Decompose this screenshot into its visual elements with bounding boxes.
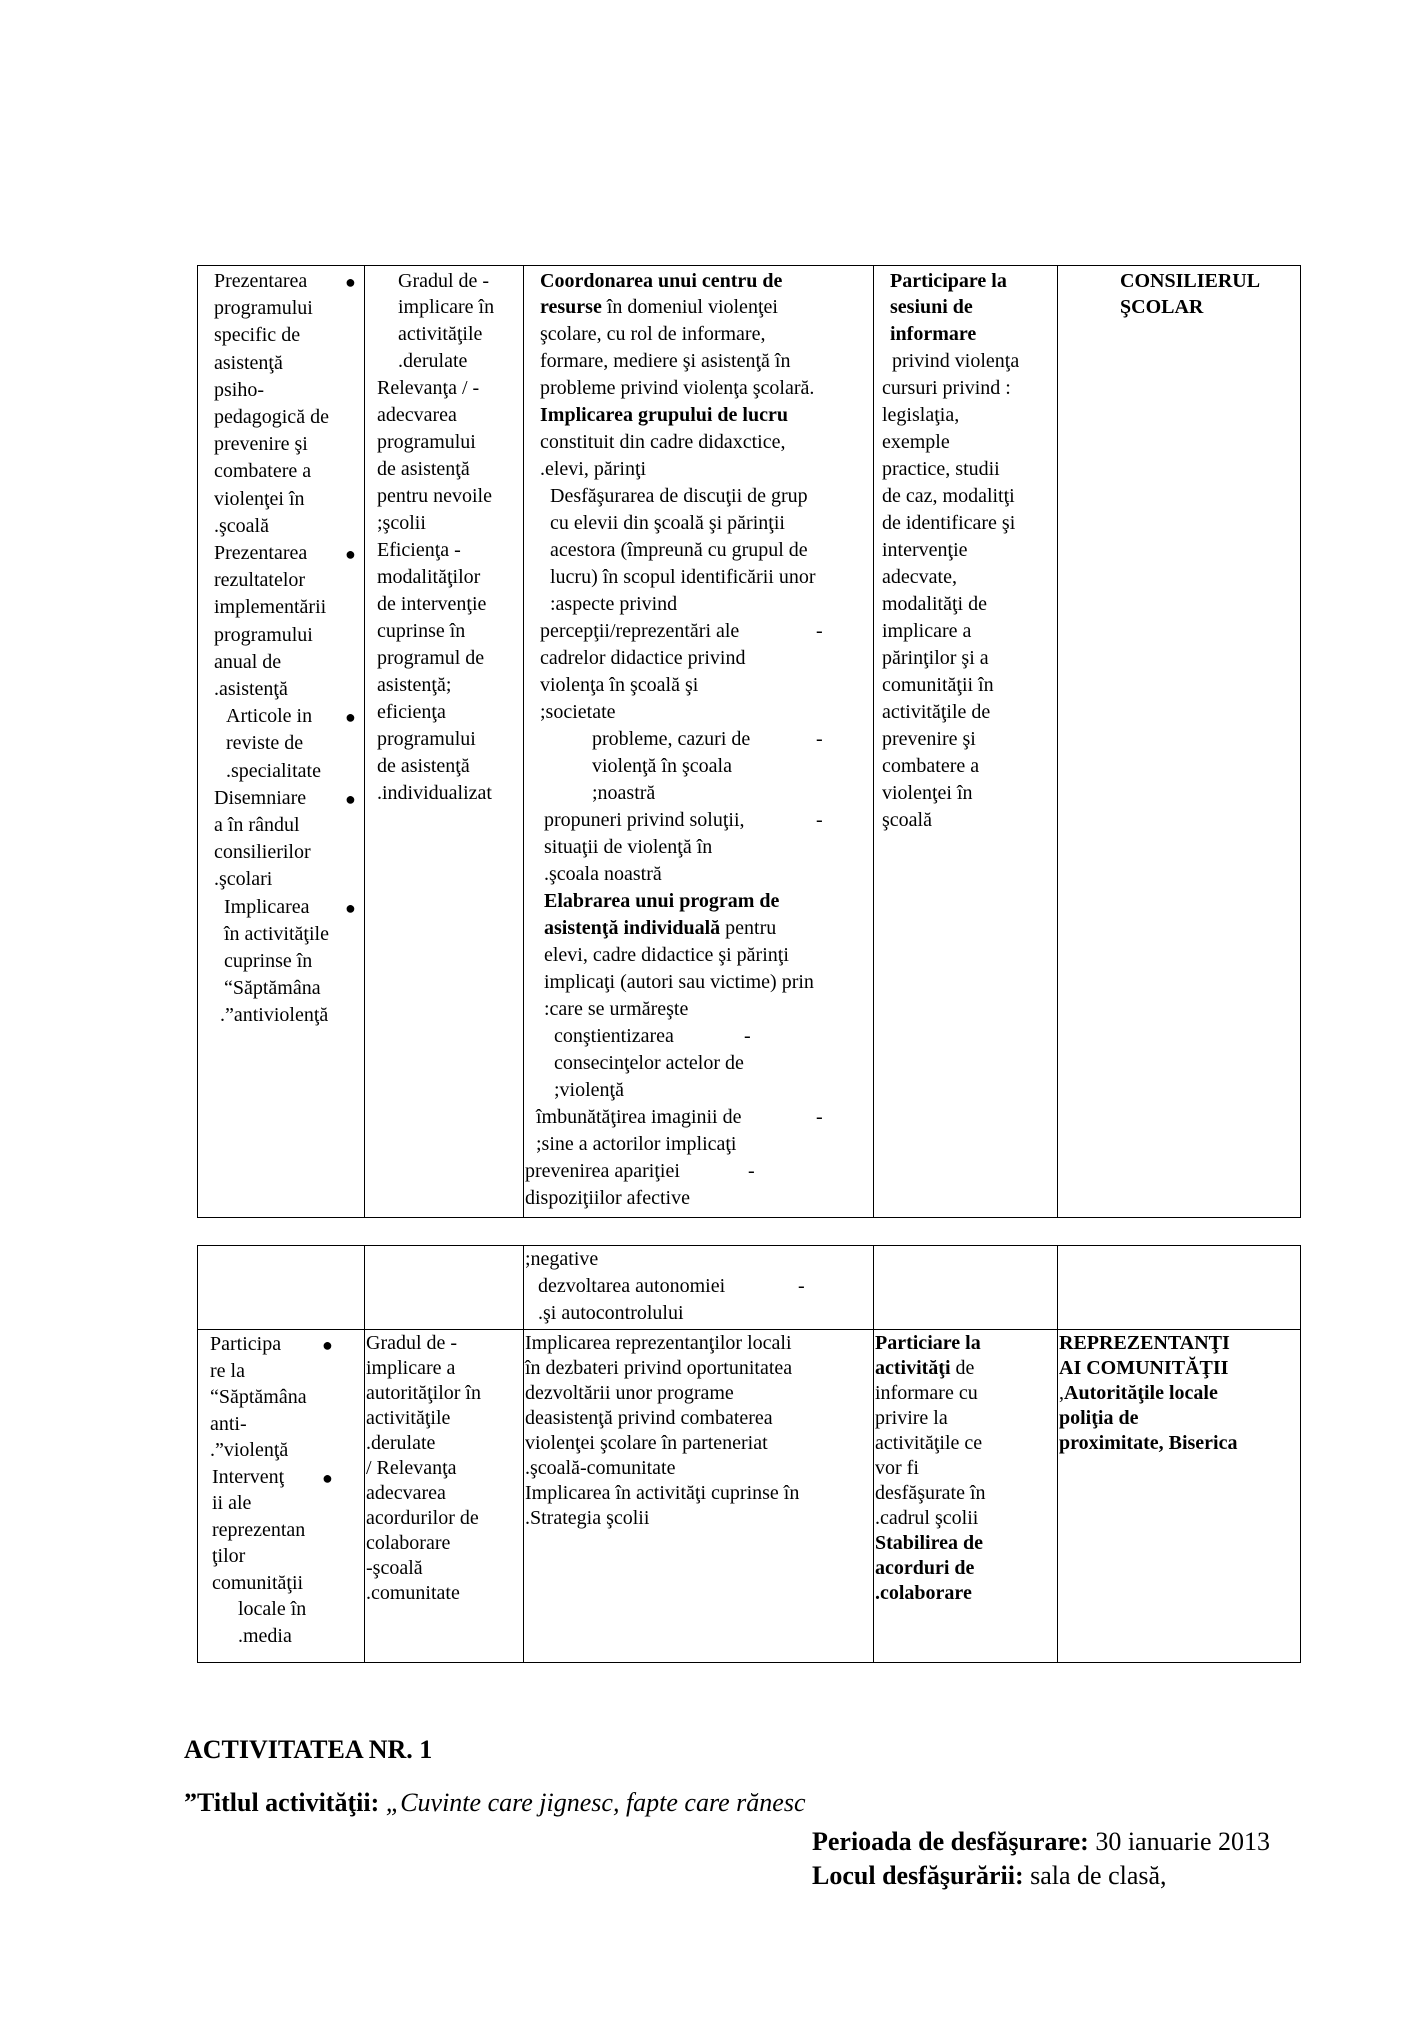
activity-line: specific de <box>214 324 301 347</box>
methods-text-2: Implicarea reprezentanţilor locali în dezbateri privind oportunitatea dezvoltării unor programe deasistenţă privind combaterea violenţei şcolare în parteneriat .şcoală-comunitate Implicarea în activităţi cuprinse în .Strategia şcolii <box>525 1332 800 1529</box>
cell-participation <box>874 266 1058 1218</box>
activity-line: Disemniare <box>214 786 307 809</box>
activity-line: re la <box>210 1359 245 1382</box>
activity-line: pedagogică de <box>214 406 329 428</box>
activity-line: anual de <box>214 650 282 673</box>
activity-line: psiho- <box>214 378 264 401</box>
activity-line: ţilor <box>212 1545 246 1567</box>
responsible-text-2: REPREZENTANŢI AI COMUNITĂŢII ,Autorităţile locale poliţia de proximitate, Biserica <box>1059 1332 1238 1454</box>
activity-line: combatere a <box>214 460 312 483</box>
activity-table-1 <box>197 265 1301 1218</box>
participation-text: Participare la sesiuni de informare privind violenţa cursuri privind : legislaţia, exemple practice, studii de caz, modalitţi de identificare şi intervenţie adecvate, modalităţi de implicare a părinţilor şi a comunităţii în activităţile de prevenire şi combatere a violenţei în şcoală <box>882 270 1020 831</box>
bullet-icon: ● <box>345 897 356 918</box>
activity-period: Perioada de desfăşurare: 30 ianuarie 2013 <box>812 1827 1271 1856</box>
cell-responsible-2 <box>1058 1330 1301 1663</box>
cell-empty <box>198 1246 365 1330</box>
activity-line: a în rândul <box>214 814 300 836</box>
activity-line: ii ale <box>212 1492 252 1514</box>
indicators-text: Gradul de - implicare în activităţile .derulate Relevanţa / - adecvarea programului de asistenţă pentru nevoile ;şcolii Eficienţa - modalităţilor de intervenţie cuprinse în programul de asistenţă; eficienţa programului de asistenţă .individualizat <box>377 270 495 804</box>
cell-empty <box>365 1246 524 1330</box>
bullet-icon: ● <box>322 1467 333 1488</box>
activity-line: Intervenţ <box>212 1465 285 1488</box>
activity-line: în activităţile <box>224 922 329 945</box>
responsible-text: CONSILIERUL ŞCOLAR <box>1120 270 1261 318</box>
activity-line: locale în <box>238 1598 307 1620</box>
activity-line: prevenire şi <box>214 433 308 456</box>
cell-empty <box>1058 1246 1301 1330</box>
bullet-icon: ● <box>322 1335 333 1355</box>
cell-methods-2 <box>524 1330 874 1663</box>
activity-line: .”antiviolenţă <box>220 1004 329 1027</box>
activity-place: Locul desfăşurării: sala de clasă, <box>812 1861 1167 1890</box>
activity-line: Prezentarea <box>214 270 308 292</box>
activities-list <box>198 266 364 1216</box>
cell-activities-2 <box>198 1330 365 1663</box>
cell-participation-2 <box>874 1330 1058 1663</box>
activity-line: reprezentan <box>212 1518 306 1541</box>
activity-line: reviste de <box>226 732 304 755</box>
cell-methods <box>524 266 874 1218</box>
cell-activities <box>198 266 365 1218</box>
participation-text-2: Particiare la activităţi de informare cu privire la activităţile ce vor fi desfăşurate în .cadrul şcolii Stabilirea de acorduri de .colaborare <box>875 1332 986 1604</box>
methods-text: Coordonarea unui centru de resurse în domeniul violenţei şcolare, cu rol de informare, formare, mediere şi asistenţă în probleme privind violenţa şcolară. Implicarea grupului de lucru constituit din cadre didaxctice, .elevi, părinţi Desfăşurarea de discuţii de grup cu elevii din şcoală şi părinţii acestora (împreună cu grupul de lucru) în scopul identificării unor :aspecte privind percepţii/reprezentări ale - cadrelor didactice privind violenţa în şcoală şi ;societate probleme, cazuri de - violenţă în şcoala ;noastră propuneri privind soluţii, - situaţii de violenţă în .şcoala noastră Elabrarea unui program de asistenţă individuală pentru elevi, cadre didactice şi părinţi implicaţi (autori sau victime) prin :care se urmăreşte conştientizarea - consecinţelor actelor de ;violenţă îmbunătăţirea imaginii de - ;sine a actorilor implicaţi prevenirea apariţiei - dispoziţiilor afective <box>525 270 823 1209</box>
activity-line: comunităţii <box>212 1571 304 1594</box>
activity-line: .asistenţă <box>214 678 288 700</box>
bullet-icon: ● <box>345 788 356 809</box>
activity-line: programului <box>214 623 313 646</box>
cell-responsible <box>1058 266 1301 1218</box>
cell-empty <box>874 1246 1058 1330</box>
activity-table-2 <box>197 1245 1301 1663</box>
activity-line: violenţei în <box>214 487 305 510</box>
activity-line: .şcolari <box>214 868 273 891</box>
activity-line: anti- <box>210 1412 247 1435</box>
activity-line: “Săptămâna <box>210 1386 307 1408</box>
cell-continuation <box>524 1246 874 1330</box>
activity-line: .media <box>238 1624 292 1647</box>
bullet-icon: ● <box>345 707 356 728</box>
indicators-text-2: Gradul de - implicare a autorităţilor în activităţile .derulate / Relevanţa adecvarea acordurilor de colaborare -şcoală .comunitate <box>366 1332 481 1604</box>
activity-line: Prezentarea <box>214 542 308 564</box>
continuation-text: ;negative dezvoltarea autonomiei - .şi autocontrolului <box>525 1248 805 1324</box>
bullet-icon: ● <box>345 272 356 292</box>
activity-line: cuprinse în <box>224 950 313 972</box>
activity-title: ”Titlul activităţii: „Cuvinte care jignesc, fapte care rănesc <box>184 1788 806 1817</box>
activity-line: rezultatelor <box>214 569 306 592</box>
cell-indicators-2 <box>365 1330 524 1663</box>
activity-line: Implicarea <box>224 895 310 918</box>
bullet-icon: ● <box>345 544 356 564</box>
activity-line: .”violenţă <box>210 1439 289 1461</box>
activity-line: implementării <box>214 596 327 619</box>
activity-line: Articole in <box>226 705 313 728</box>
activity-line: .specialitate <box>226 759 321 782</box>
activity-heading: ACTIVITATEA NR. 1 <box>184 1735 433 1764</box>
activity-line: Participa <box>210 1333 282 1355</box>
activity-line: consilierilor <box>214 841 311 864</box>
activity-line: programului <box>214 297 313 320</box>
activity-line: .şcoală <box>214 514 269 537</box>
activity-line: asistenţă <box>214 351 283 374</box>
cell-indicators <box>365 266 524 1218</box>
activities-list-2 <box>198 1330 364 1661</box>
activity-line: “Săptămâna <box>224 977 321 1000</box>
